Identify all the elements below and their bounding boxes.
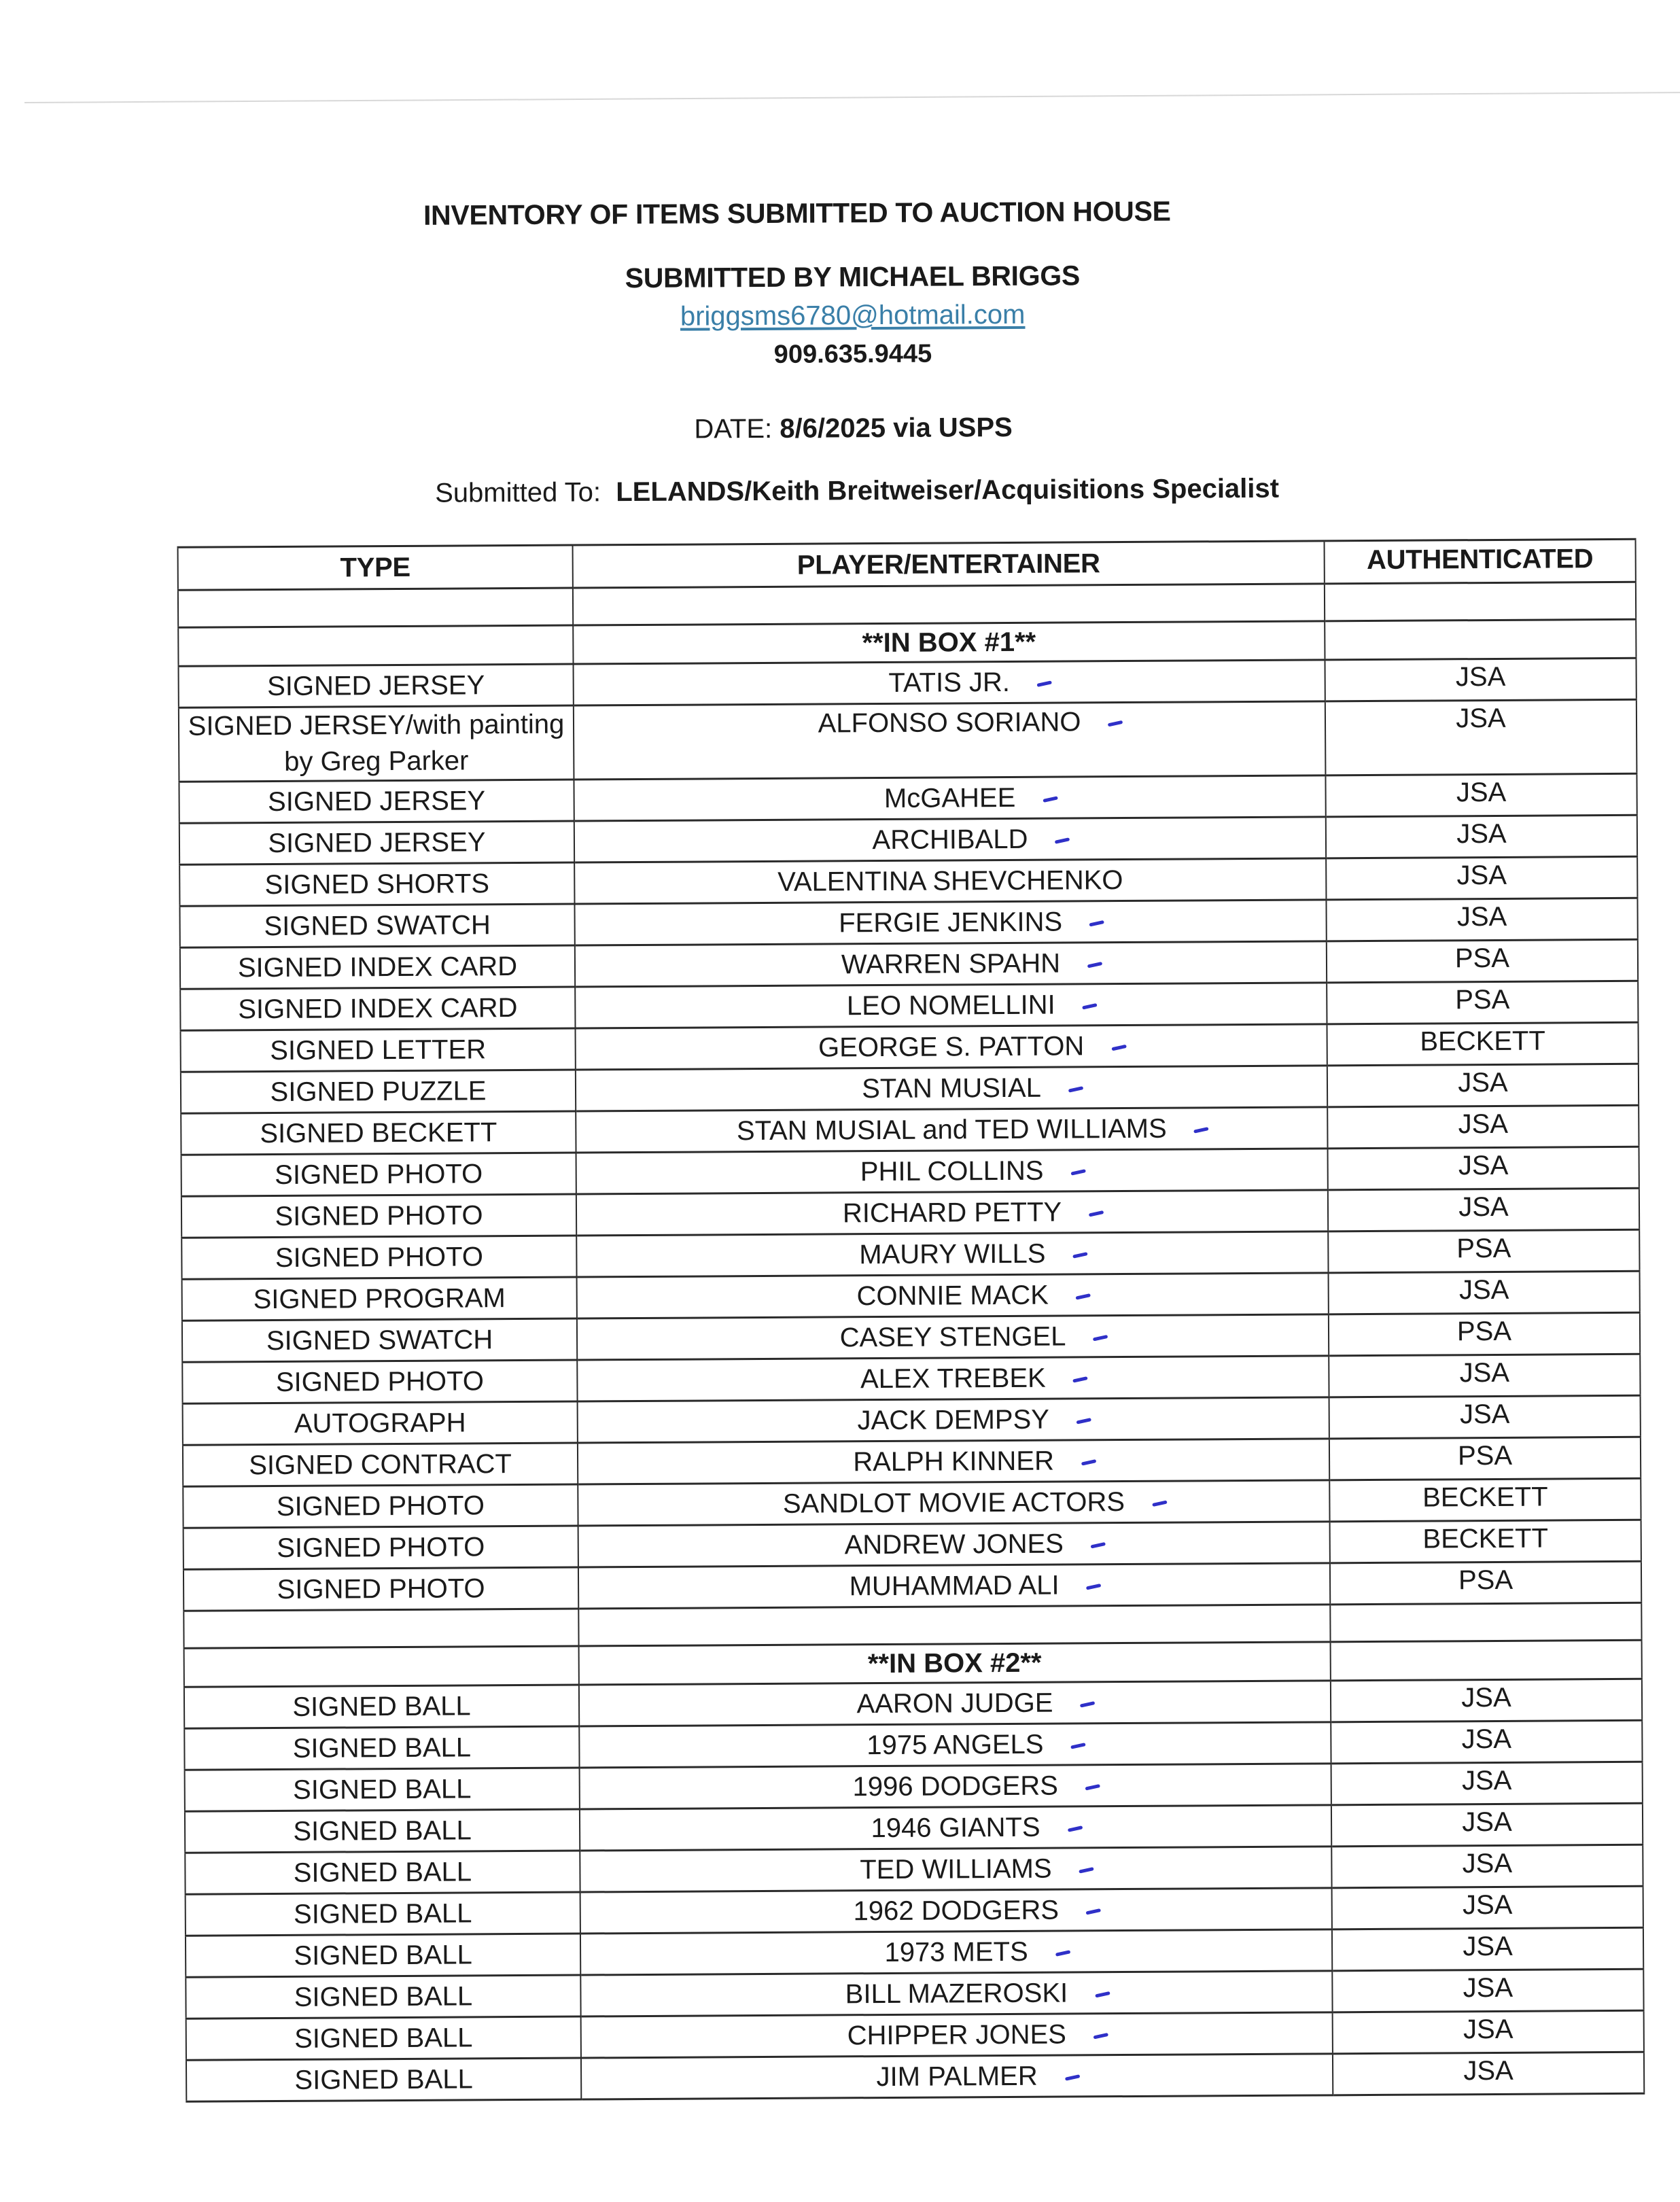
item-authenticated: JSA [1328, 1147, 1639, 1190]
pen-checkmark-icon [1091, 1542, 1106, 1549]
player-name [859, 1237, 1045, 1272]
item-authenticated: JSA [1327, 1105, 1639, 1149]
inventory-table [177, 538, 1645, 2103]
item-player [580, 1847, 1331, 1892]
date-value: 8/6/2025 via USPS [780, 412, 1013, 444]
item-authenticated: JSA [1333, 2010, 1644, 2054]
item-player [576, 1190, 1328, 1236]
item-authenticated: BECKETT [1329, 1478, 1641, 1522]
item-authenticated: PSA [1330, 1561, 1641, 1605]
item-type: SIGNED JERSEY [179, 821, 574, 864]
item-player [576, 1024, 1327, 1070]
blank-cell [183, 1609, 578, 1648]
item-type: SIGNED BALL [186, 1934, 580, 1977]
table-body [178, 582, 1644, 2101]
player-name-text: LEO NOMELLINI [846, 990, 1055, 1021]
item-player [579, 1722, 1331, 1768]
player-name [857, 1403, 1049, 1438]
box-2-label: **IN BOX #2** [579, 1642, 1331, 1685]
player-name [884, 1935, 1028, 1970]
item-type: SIGNED PUZZLE [181, 1070, 576, 1113]
item-type: SIGNED JERSEY [179, 780, 574, 823]
item-player [578, 1480, 1329, 1526]
item-authenticated: JSA [1331, 1803, 1643, 1847]
player-name [862, 1071, 1041, 1106]
item-player [576, 1066, 1327, 1111]
player-name [856, 1686, 1053, 1722]
player-name-text: STAN MUSIAL [862, 1072, 1042, 1104]
player-name [888, 665, 1010, 700]
player-name-text: McGAHEE [883, 782, 1016, 814]
item-player [576, 1149, 1328, 1194]
item-player [578, 1563, 1330, 1609]
player-name-text: 1946 GIANTS [871, 1812, 1040, 1844]
player-name-text: ARCHIBALD [872, 824, 1028, 856]
blank-cell [1325, 582, 1636, 621]
pen-checkmark-icon [1079, 1867, 1094, 1874]
player-name [818, 1029, 1084, 1064]
pen-checkmark-icon [1070, 1743, 1086, 1749]
player-name-text: PHIL COLLINS [860, 1155, 1044, 1187]
item-type: SIGNED SWATCH [179, 904, 574, 947]
box-1-label: **IN BOX #1** [573, 621, 1325, 664]
blank-cell [1331, 1640, 1642, 1681]
pen-checkmark-icon [1093, 1335, 1108, 1342]
email-link[interactable]: briggsms6780@hotmail.com [680, 299, 1026, 332]
pen-checkmark-icon [1193, 1127, 1209, 1134]
player-name [844, 1527, 1064, 1562]
submitted-to-label: Submitted To: [435, 477, 601, 508]
item-player [580, 1764, 1331, 1809]
item-player [578, 1522, 1330, 1567]
player-name [852, 1769, 1058, 1804]
blank-cell [573, 584, 1325, 625]
item-authenticated: PSA [1329, 1437, 1641, 1480]
player-name [777, 863, 1123, 899]
pen-checkmark-icon [1108, 720, 1123, 727]
player-name [860, 1361, 1046, 1397]
item-player [574, 817, 1326, 862]
item-type: SIGNED SWATCH [182, 1318, 577, 1362]
pen-checkmark-icon [1064, 2074, 1080, 2081]
item-player [580, 1929, 1332, 1975]
item-type: SIGNED SHORTS [179, 862, 574, 906]
header-type: TYPE [178, 545, 573, 590]
pen-checkmark-icon [1076, 1293, 1091, 1300]
pen-checkmark-icon [1067, 1825, 1083, 1832]
player-name [876, 2059, 1037, 2094]
header-player: PLAYER/ENTERTAINER [573, 541, 1325, 588]
player-name [847, 988, 1055, 1024]
item-type: SIGNED CONTRACT [183, 1443, 578, 1486]
player-name-text: WARREN SPAHN [841, 948, 1061, 980]
item-player [580, 1805, 1331, 1851]
item-authenticated: PSA [1329, 1312, 1640, 1356]
player-name [856, 1278, 1049, 1314]
player-name [843, 1195, 1062, 1231]
blank-cell [184, 1646, 579, 1687]
player-name [872, 822, 1028, 857]
item-type: SIGNED BALL [185, 1809, 580, 1853]
item-player [578, 1439, 1329, 1484]
pen-checkmark-icon [1089, 1210, 1104, 1217]
player-name-text: ANDREW JONES [844, 1528, 1064, 1560]
player-name [853, 1893, 1059, 1929]
item-authenticated: JSA [1332, 1886, 1643, 1929]
item-player [575, 941, 1327, 987]
pen-checkmark-icon [1081, 1459, 1097, 1466]
item-type: SIGNED BALL [186, 1975, 580, 2018]
player-name [847, 2018, 1066, 2053]
pen-checkmark-icon [1111, 1045, 1127, 1051]
item-type: SIGNED BALL [184, 1726, 579, 1770]
player-name-text: CASEY STENGEL [839, 1321, 1066, 1353]
player-name-text: JACK DEMPSY [857, 1404, 1049, 1436]
player-name [871, 1811, 1040, 1845]
pen-checkmark-icon [1070, 1169, 1086, 1176]
player-name-text: RALPH KINNER [853, 1446, 1055, 1478]
item-player [576, 1107, 1327, 1153]
player-name-text: TATIS JR. [888, 667, 1011, 698]
item-authenticated: PSA [1328, 1229, 1639, 1273]
item-type: SIGNED PHOTO [182, 1360, 577, 1403]
item-type: SIGNED PHOTO [181, 1236, 576, 1279]
player-name-text: 1996 DODGERS [852, 1770, 1059, 1802]
submitted-to-value: LELANDS/Keith Breitweiser/Acquisitions Specialist [616, 473, 1280, 508]
item-authenticated: JSA [1325, 658, 1636, 701]
item-type: AUTOGRAPH [183, 1401, 578, 1445]
item-player [581, 2012, 1333, 2058]
player-name-text: GEORGE S. PATTON [818, 1031, 1085, 1063]
item-player [579, 1681, 1331, 1726]
item-player [574, 701, 1326, 780]
blank-cell [178, 625, 573, 666]
item-type: SIGNED INDEX CARD [180, 987, 575, 1030]
player-name-text: CHIPPER JONES [847, 2019, 1067, 2051]
item-type: SIGNED LETTER [181, 1028, 576, 1072]
blank-cell [1325, 619, 1636, 660]
table-row [179, 699, 1637, 782]
item-authenticated: JSA [1331, 1679, 1642, 1722]
item-type: SIGNED JERSEY [179, 664, 574, 707]
pen-checkmark-icon [1072, 1252, 1088, 1259]
item-player [577, 1273, 1329, 1318]
player-name [840, 1320, 1066, 1355]
player-name-text: ALEX TREBEK [860, 1363, 1046, 1395]
document-title: INVENTORY OF ITEMS SUBMITTED TO AUCTION HOUSE [423, 195, 1171, 231]
item-authenticated: JSA [1331, 1762, 1643, 1805]
item-authenticated: JSA [1325, 699, 1637, 775]
pen-checkmark-icon [1037, 680, 1053, 687]
item-authenticated: JSA [1332, 1969, 1643, 2012]
player-name [860, 1852, 1052, 1887]
item-authenticated: BECKETT [1330, 1520, 1641, 1563]
player-name-text: CONNIE MACK [856, 1280, 1049, 1312]
blank-cell [578, 1605, 1330, 1646]
item-authenticated: JSA [1329, 1271, 1640, 1314]
player-name-text: SANDLOT MOVIE ACTORS [782, 1487, 1125, 1519]
blank-cell [178, 588, 573, 627]
player-name-text: FERGIE JENKINS [839, 907, 1063, 939]
date-label: DATE: [694, 413, 773, 444]
item-authenticated: JSA [1329, 1395, 1641, 1439]
player-name [818, 705, 1081, 740]
item-player [580, 1888, 1332, 1934]
pen-checkmark-icon [1072, 1376, 1088, 1383]
item-type: SIGNED BECKETT [181, 1111, 576, 1155]
item-authenticated: JSA [1332, 1927, 1643, 1971]
pen-checkmark-icon [1085, 1784, 1101, 1791]
table-row [186, 2052, 1644, 2101]
player-name [884, 781, 1016, 816]
player-name-text: 1962 DODGERS [853, 1895, 1060, 1927]
pen-checkmark-icon [1095, 1991, 1110, 1998]
item-type: SIGNED INDEX CARD [180, 945, 575, 989]
player-name-text: 1973 METS [884, 1936, 1028, 1968]
item-authenticated: JSA [1326, 815, 1637, 858]
player-name [737, 1112, 1167, 1149]
item-authenticated: JSA [1333, 2052, 1644, 2095]
item-authenticated: JSA [1327, 1064, 1639, 1107]
item-player [574, 775, 1325, 821]
player-name-text: AARON JUDGE [856, 1688, 1053, 1719]
item-authenticated: PSA [1327, 981, 1638, 1024]
player-name-text: VALENTINA SHEVCHENKO [777, 865, 1123, 897]
item-type: SIGNED PHOTO [183, 1526, 578, 1569]
header-authenticated: AUTHENTICATED [1325, 539, 1636, 584]
item-type: SIGNED PHOTO [183, 1567, 578, 1611]
pen-checkmark-icon [1077, 1418, 1092, 1425]
item-type: SIGNED PHOTO [181, 1153, 576, 1196]
player-name-text: ALFONSO SORIANO [818, 707, 1081, 739]
table-header-row [178, 539, 1636, 590]
item-player [575, 983, 1327, 1028]
submitted-by: SUBMITTED BY MICHAEL BRIGGS [625, 260, 1081, 294]
pen-checkmark-icon [1082, 1003, 1098, 1010]
item-player [578, 1397, 1329, 1443]
player-name [839, 905, 1062, 941]
phone-number: 909.635.9445 [773, 339, 932, 369]
item-authenticated: BECKETT [1327, 1022, 1638, 1066]
player-name [849, 1569, 1059, 1604]
item-authenticated: JSA [1331, 1720, 1642, 1764]
item-authenticated: JSA [1326, 898, 1637, 941]
item-authenticated: JSA [1326, 856, 1637, 900]
pen-checkmark-icon [1068, 1086, 1084, 1093]
player-name [860, 1154, 1044, 1189]
item-type: SIGNED BALL [185, 1851, 580, 1894]
item-type: SIGNED BALL [186, 1892, 580, 1936]
item-type: SIGNED PHOTO [183, 1484, 578, 1528]
player-name [867, 1728, 1043, 1762]
player-name-text: MUHAMMAD ALI [849, 1570, 1060, 1602]
player-name [783, 1485, 1125, 1521]
pen-checkmark-icon [1043, 796, 1058, 803]
player-name-text: TED WILLIAMS [860, 1853, 1052, 1885]
item-type: SIGNED BALL [184, 1685, 579, 1728]
pen-checkmark-icon [1055, 837, 1070, 844]
item-type: SIGNED PHOTO [181, 1194, 576, 1238]
item-type: SIGNED BALL [185, 1768, 580, 1811]
pen-checkmark-icon [1080, 1701, 1096, 1708]
pen-checkmark-icon [1093, 2033, 1109, 2040]
blank-cell [1330, 1603, 1641, 1642]
player-name-text: 1975 ANGELS [867, 1729, 1044, 1761]
item-authenticated: JSA [1328, 1188, 1639, 1231]
pen-checkmark-icon [1086, 1584, 1102, 1590]
date-line [13, 408, 1680, 449]
item-player [574, 900, 1326, 945]
player-name-text: STAN MUSIAL and TED WILLIAMS [736, 1113, 1167, 1147]
item-type: SIGNED BALL [186, 2016, 581, 2060]
player-name-text: BILL MAZEROSKI [845, 1978, 1068, 2010]
item-player [576, 1231, 1328, 1277]
pen-checkmark-icon [1089, 920, 1105, 927]
item-player [581, 2054, 1333, 2099]
pen-checkmark-icon [1086, 1908, 1102, 1915]
item-authenticated: JSA [1325, 773, 1637, 817]
pen-checkmark-icon [1087, 962, 1103, 968]
player-name [841, 947, 1061, 982]
item-type: SIGNED JERSEY/with painting by Greg Parker [179, 705, 574, 782]
item-authenticated: JSA [1329, 1354, 1640, 1397]
item-player [580, 1971, 1332, 2016]
submitted-to-line [17, 471, 1680, 511]
item-authenticated: PSA [1327, 939, 1638, 983]
player-name-text: JIM PALMER [876, 2061, 1038, 2093]
pen-checkmark-icon [1152, 1500, 1168, 1507]
player-name-text: MAURY WILLS [859, 1238, 1046, 1270]
item-player [577, 1314, 1329, 1360]
item-authenticated: JSA [1331, 1845, 1643, 1888]
pen-checkmark-icon [1055, 1950, 1070, 1957]
item-type: SIGNED PROGRAM [182, 1277, 577, 1321]
player-name-text: RICHARD PETTY [842, 1197, 1062, 1229]
item-type: SIGNED BALL [186, 2058, 581, 2101]
item-player [577, 1356, 1329, 1401]
item-player [574, 660, 1325, 705]
player-name [845, 1976, 1068, 2012]
item-player [574, 858, 1326, 904]
player-name [853, 1444, 1054, 1480]
